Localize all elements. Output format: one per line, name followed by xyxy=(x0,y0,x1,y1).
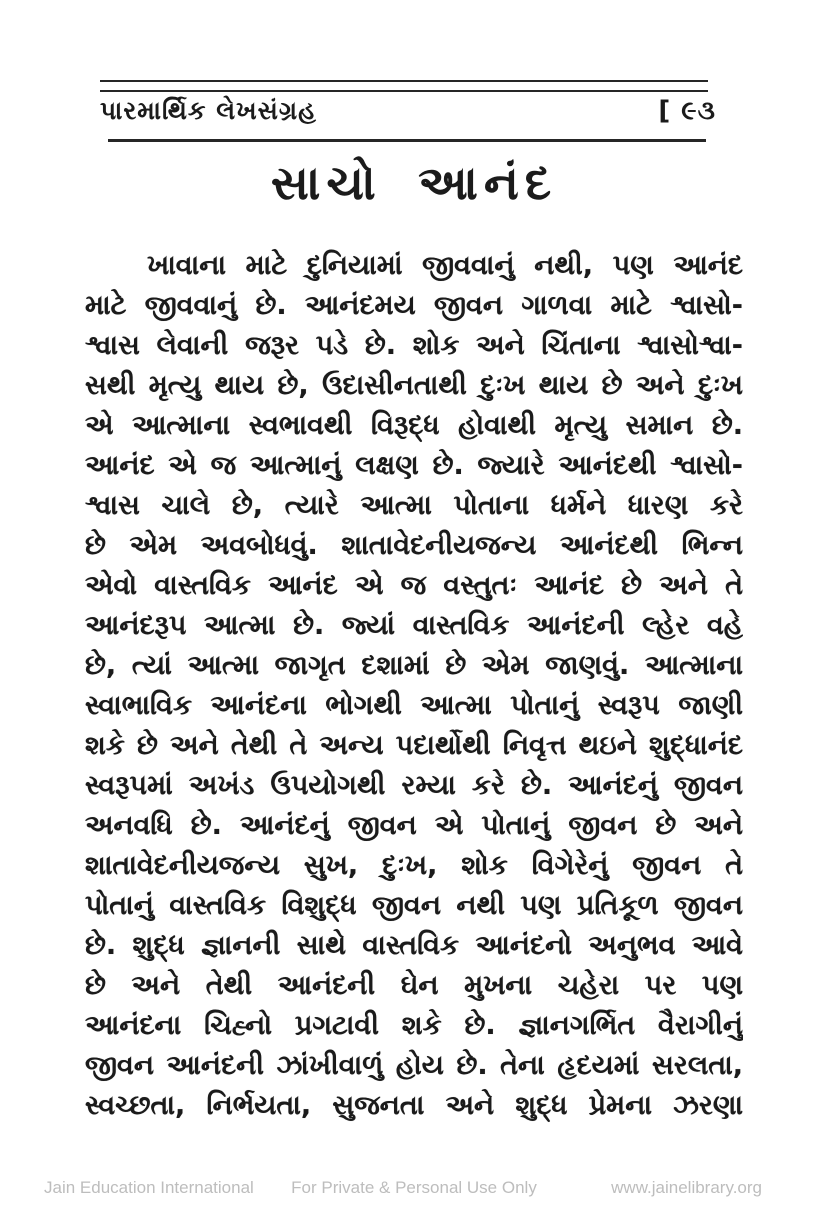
article-body xyxy=(85,246,743,1126)
body-line: પોતાનું વાસ્તવિક વિશુદ્ધ જીવન નથી પણ પ્રતિકૂળ જીવન xyxy=(85,890,743,921)
body-line: છે એમ અવબોધવું. શાતાવેદનીયજન્ય આનંદથી ભિન્ન xyxy=(85,530,743,561)
footer-publisher: Jain Education International xyxy=(44,1178,254,1197)
body-line: એ આત્માના સ્વભાવથી વિરૂદ્ધ હોવાથી મૃત્યુ સમાન છે. xyxy=(85,410,743,441)
body-line: માટે જીવવાનું છે. આનંદમય જીવન ગાળવા માટે શ્વાસો- xyxy=(85,290,743,321)
body-line: ખાવાના માટે દુનિયામાં જીવવાનું નથી, પણ આનંદ xyxy=(147,250,743,281)
body-line: જીવન આનંદની ઝાંખીવાળું હોય છે. તેના હૃદયમાં સરલતા, xyxy=(85,1050,743,1081)
body-line: સ્વાભાવિક આનંદના ભોગથી આત્મા પોતાનું સ્વરૂપ જાણી xyxy=(85,690,743,721)
body-line: છે. શુદ્ધ જ્ઞાનની સાથે વાસ્તવિક આનંદનો અનુભવ આવે xyxy=(85,930,743,961)
scan-footer xyxy=(0,1178,828,1202)
body-line: શકે છે અને તેથી તે અન્ય પદાર્થોથી નિવૃત્ત થઇને શુદ્ધાનંદ xyxy=(85,730,743,761)
footer-usage-note: For Private & Personal Use Only xyxy=(291,1178,537,1197)
body-line: શાતાવેદનીયજન્ય સુખ, દુઃખ, શોક વિગેરેનું જીવન તે xyxy=(85,850,743,881)
body-line: શ્વાસ ચાલે છે, ત્યારે આત્મા પોતાના ધર્મને ધારણ કરે xyxy=(85,490,743,521)
header-top-rule xyxy=(100,80,708,92)
body-line: અનવધિ છે. આનંદનું જીવન એ પોતાનું જીવન છે અને xyxy=(85,810,743,841)
body-line: સ્વરૂપમાં અખંડ ઉપયોગથી રમ્યા કરે છે. આનંદનું જીવન xyxy=(85,770,743,801)
body-line: સથી મૃત્યુ થાય છે, ઉદાસીનતાથી દુઃખ થાય છે અને દુઃખ xyxy=(85,370,743,401)
body-line: એવો વાસ્તવિક આનંદ એ જ વસ્તુતઃ આનંદ છે અને તે xyxy=(85,570,743,601)
body-line: શ્વાસ લેવાની જરૂર પડે છે. શોક અને ચિંતાના શ્વાસોશ્વા- xyxy=(85,330,743,361)
footer-website: www.jainelibrary.org xyxy=(611,1178,762,1197)
body-line: છે, ત્યાં આત્મા જાગૃત દશામાં છે એમ જાણવું. આત્માના xyxy=(85,650,743,681)
header-bottom-rule xyxy=(108,139,706,142)
body-line: આનંદરૂપ આત્મા છે. જ્યાં વાસ્તવિક આનંદની લ્હેર વહે xyxy=(85,610,743,641)
running-header xyxy=(100,96,716,127)
page-number: [ ૯૩ xyxy=(658,96,716,126)
body-line: સ્વચ્છતા, નિર્ભયતા, સુજનતા અને શુદ્ધ પ્રેમના ઝરણા xyxy=(85,1090,743,1121)
body-line: આનંદના ચિહ્નો પ્રગટાવી શકે છે. જ્ઞાનગર્ભિત વૈરાગીનું xyxy=(85,1010,743,1041)
running-header-book-title: પારમાર્થિક લેખસંગ્રહ xyxy=(100,96,317,125)
article-title: સાચો આનંદ xyxy=(270,156,558,211)
body-line: છે અને તેથી આનંદની ઘેન મુખના ચહેરા પર પણ xyxy=(85,970,743,1001)
body-line: આનંદ એ જ આત્માનું લક્ષણ છે. જ્યારે આનંદથી શ્વાસો- xyxy=(85,450,743,481)
